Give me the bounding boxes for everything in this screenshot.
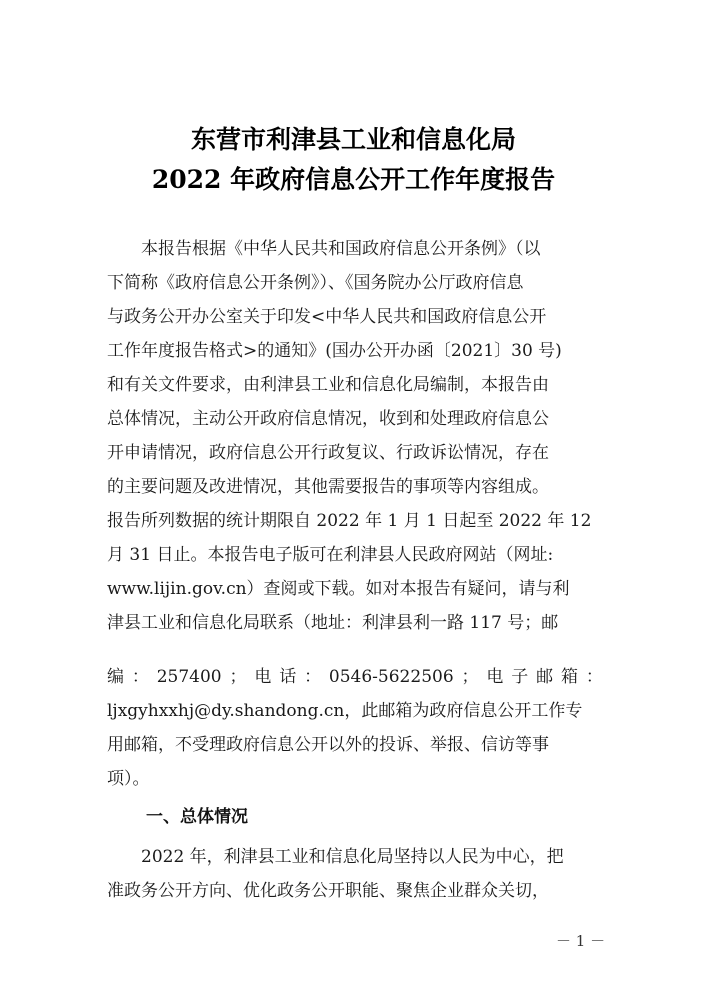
contact-token: ； bbox=[229, 667, 247, 687]
section1-paragraph bbox=[107, 840, 603, 908]
report-title-line-1: 东营市利津县工业和信息化局 bbox=[190, 125, 516, 154]
report-title-line-2: 2022 年政府信息公开工作年度报告 bbox=[151, 165, 556, 194]
contact-token: 箱 bbox=[560, 667, 578, 687]
intro-line: 报告所列数据的统计期限自 2022 年 1 月 1 日起至 2022 年 12 bbox=[107, 511, 592, 531]
contact-line bbox=[107, 660, 603, 694]
email-line: 项）。 bbox=[107, 769, 150, 789]
email-line: 用邮箱，不受理政府信息公开以外的投诉、举报、信访等事 bbox=[107, 735, 549, 755]
section1-line: 2022 年，利津县工业和信息化局坚持以人民为中心，把 bbox=[107, 847, 564, 867]
contact-token: 电 bbox=[254, 667, 272, 687]
contact-token: 话 bbox=[279, 667, 297, 687]
email-line: ljxgyhxxhj@dy.shandong.cn，此邮箱为政府信息公开工作专 bbox=[107, 701, 583, 721]
intro-line: 和有关文件要求，由利津县工业和信息化局编制，本报告由 bbox=[107, 375, 549, 395]
intro-line: 总体情况，主动公开政府信息情况，收到和处理政府信息公 bbox=[107, 409, 549, 429]
page-number: － 1 － bbox=[556, 932, 606, 950]
contact-token: 编 bbox=[107, 667, 124, 687]
contact-token: 子 bbox=[511, 667, 529, 687]
contact-token: ： bbox=[585, 667, 603, 687]
contact-token: 电 bbox=[486, 667, 504, 687]
intro-line: 月 31 日止。本报告电子版可在利津县人民政府网站（网址: bbox=[107, 545, 554, 565]
contact-token: 邮 bbox=[536, 667, 554, 687]
contact-line-row bbox=[107, 660, 603, 694]
section1-line: 准政务公开方向、优化政务公开职能、聚焦企业群众关切， bbox=[107, 881, 549, 901]
intro-line: 津县工业和信息化局联系（地址：利津县利一路 117 号；邮 bbox=[107, 613, 559, 633]
intro-line: 下简称《政府信息公开条例》）、《国务院办公厅政府信息 bbox=[107, 273, 524, 293]
intro-line: 工作年度报告格式>的通知》(国办公开办函〔2021〕30 号) bbox=[107, 341, 562, 361]
contact-token: ： bbox=[304, 667, 322, 687]
intro-line: 的主要问题及改进情况，其他需要报告的事项等内容组成。 bbox=[107, 477, 549, 497]
intro-paragraph bbox=[107, 232, 603, 640]
phone-number: 0546-5622506 bbox=[328, 667, 454, 687]
intro-line: www.lijin.gov.cn）查阅或下载。如对本报告有疑问，请与利 bbox=[107, 579, 570, 599]
email-paragraph bbox=[107, 694, 603, 796]
intro-line: 本报告根据《中华人民共和国政府信息公开条例》（以 bbox=[107, 239, 541, 259]
contact-token: ： bbox=[131, 667, 149, 687]
intro-line: 与政务公开办公室关于印发<中华人民共和国政府信息公开 bbox=[107, 307, 547, 327]
contact-token: ； bbox=[461, 667, 479, 687]
section-heading-overview: 一、总体情况 bbox=[146, 807, 248, 827]
postal-code: 257400 bbox=[156, 667, 222, 687]
intro-line: 开申请情况，政府信息公开行政复议、行政诉讼情况，存在 bbox=[107, 443, 549, 463]
